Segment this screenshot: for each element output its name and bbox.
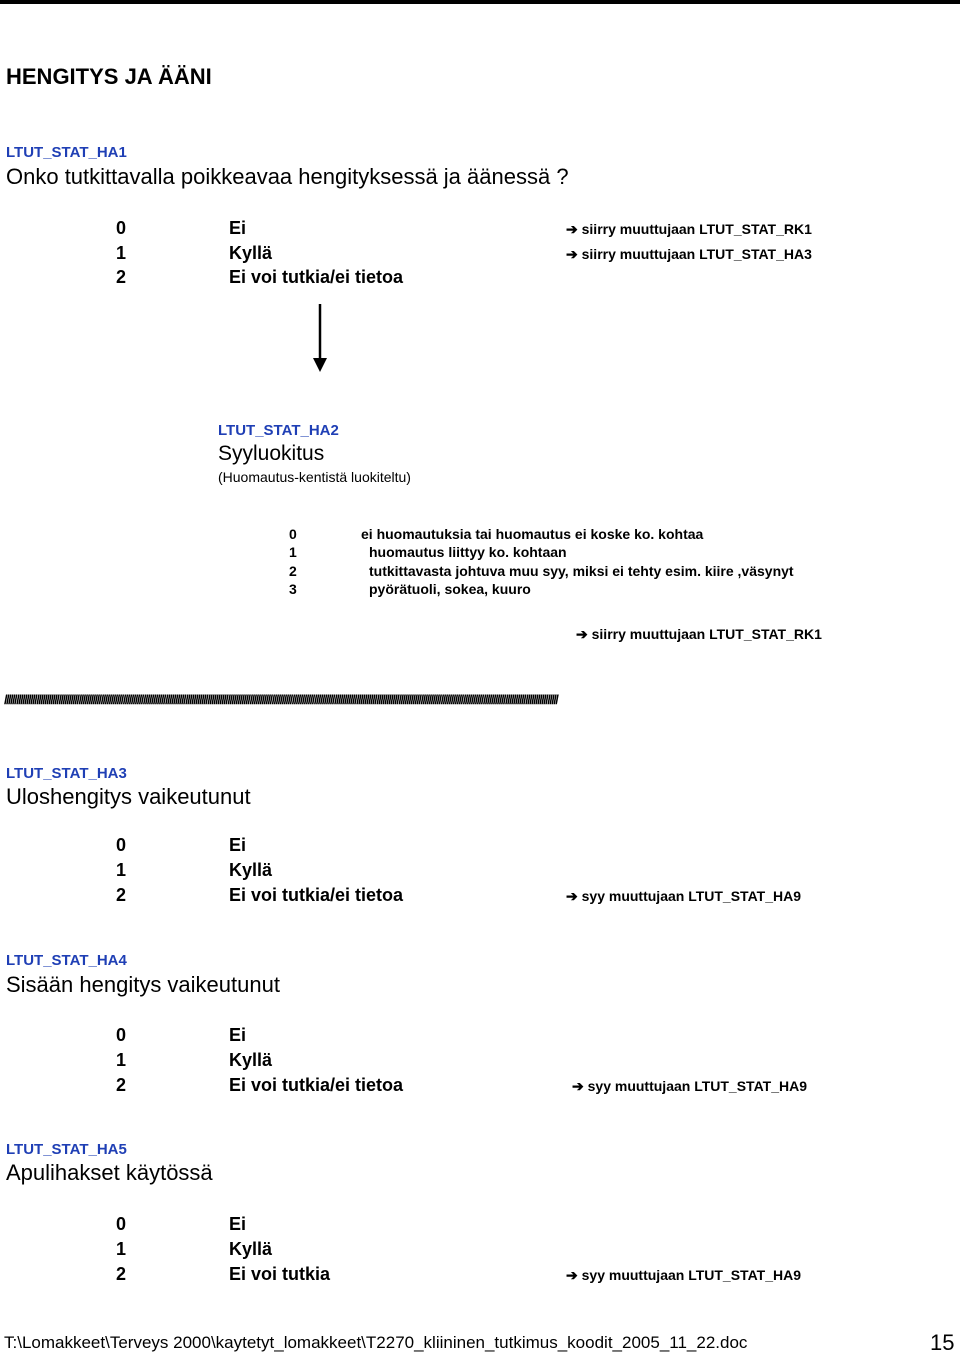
question-ha3: Uloshengitys vaikeutunut bbox=[6, 784, 251, 809]
option-number: 2 bbox=[116, 1264, 127, 1284]
option-label: Ei bbox=[229, 1214, 247, 1234]
variable-code-ha4: LTUT_STAT_HA4 bbox=[6, 952, 127, 969]
down-arrow-icon bbox=[308, 302, 332, 374]
option-label: Ei bbox=[229, 218, 247, 238]
option-number: 3 bbox=[289, 581, 297, 597]
option-number: 0 bbox=[289, 526, 297, 542]
option-number: 1 bbox=[116, 243, 127, 263]
option-number: 0 bbox=[116, 218, 127, 238]
option-number: 0 bbox=[116, 1214, 127, 1234]
arrow-right-icon: ➔ bbox=[576, 626, 588, 642]
route-instruction: ➔ syy muuttujaan LTUT_STAT_HA9 bbox=[566, 888, 801, 904]
route-instruction: ➔ syy muuttujaan LTUT_STAT_HA9 bbox=[566, 1267, 801, 1283]
option-number: 1 bbox=[116, 1050, 127, 1070]
page-heading: HENGITYS JA ÄÄNI bbox=[6, 64, 212, 89]
option-label: Ei bbox=[229, 1025, 247, 1045]
question-ha4: Sisään hengitys vaikeutunut bbox=[6, 972, 280, 997]
option-label: Ei voi tutkia/ei tietoa bbox=[229, 885, 404, 905]
arrow-right-icon: ➔ bbox=[566, 888, 578, 904]
route-instruction: ➔ siirry muuttujaan LTUT_STAT_RK1 bbox=[566, 221, 812, 237]
option-number: 2 bbox=[116, 885, 127, 905]
option-number: 0 bbox=[116, 1025, 127, 1045]
option-number: 0 bbox=[116, 835, 127, 855]
option-label: tutkittavasta johtuva muu syy, miksi ei tehty esim. kiire ,väsynyt bbox=[369, 563, 794, 579]
top-border-line bbox=[0, 0, 960, 4]
option-label: Ei bbox=[229, 835, 247, 855]
arrow-right-icon: ➔ bbox=[566, 1267, 578, 1283]
option-label: Kyllä bbox=[229, 860, 273, 880]
option-number: 2 bbox=[289, 563, 297, 579]
option-label: Ei voi tutkia bbox=[229, 1264, 331, 1284]
variable-code-ha3: LTUT_STAT_HA3 bbox=[6, 765, 127, 782]
section-subtitle-ha2: (Huomautus-kentistä luokiteltu) bbox=[218, 469, 411, 485]
option-label: Ei voi tutkia/ei tietoa bbox=[229, 1075, 404, 1095]
variable-code-ha5: LTUT_STAT_HA5 bbox=[6, 1141, 127, 1158]
option-number: 2 bbox=[116, 1075, 127, 1095]
section-title-ha2: Syyluokitus bbox=[218, 442, 325, 465]
route-instruction: ➔ siirry muuttujaan LTUT_STAT_HA3 bbox=[566, 246, 812, 262]
variable-code-ha2: LTUT_STAT_HA2 bbox=[218, 422, 339, 439]
option-label: huomautus liittyy ko. kohtaan bbox=[369, 544, 567, 560]
option-label: pyörätuoli, sokea, kuuro bbox=[369, 581, 531, 597]
footer-file-path: T:\Lomakkeet\Terveys 2000\kaytetyt_lomakkeet\T2270_kliininen_tutkimus_koodit_2005_11_22.doc bbox=[4, 1333, 748, 1352]
option-label: ei huomautuksia tai huomautus ei koske ko. kohtaa bbox=[361, 526, 704, 542]
slash-separator: /////////////////////////////////////////////////////////////////////////////////////////////////////////////////////////////////////////////////////////////////////////////////////////////////////////////////////////////////////////////////////////////////////////////////// bbox=[4, 692, 558, 707]
option-label: Kyllä bbox=[229, 1050, 273, 1070]
option-number: 1 bbox=[289, 544, 297, 560]
variable-code-ha1: LTUT_STAT_HA1 bbox=[6, 144, 127, 161]
option-number: 1 bbox=[116, 860, 127, 880]
arrow-right-icon: ➔ bbox=[572, 1078, 584, 1094]
page-number: 15 bbox=[930, 1330, 955, 1355]
option-number: 2 bbox=[116, 267, 127, 287]
option-label: Ei voi tutkia/ei tietoa bbox=[229, 267, 404, 287]
option-number: 1 bbox=[116, 1239, 127, 1259]
route-instruction: ➔ siirry muuttujaan LTUT_STAT_RK1 bbox=[576, 626, 822, 642]
option-label: Kyllä bbox=[229, 1239, 273, 1259]
arrow-right-icon: ➔ bbox=[566, 246, 578, 262]
question-ha1: Onko tutkittavalla poikkeavaa hengityksessä ja äänessä ? bbox=[6, 164, 569, 189]
arrow-right-icon: ➔ bbox=[566, 221, 578, 237]
option-label: Kyllä bbox=[229, 243, 273, 263]
route-instruction: ➔ syy muuttujaan LTUT_STAT_HA9 bbox=[572, 1078, 807, 1094]
question-ha5: Apulihakset käytössä bbox=[6, 1160, 213, 1185]
